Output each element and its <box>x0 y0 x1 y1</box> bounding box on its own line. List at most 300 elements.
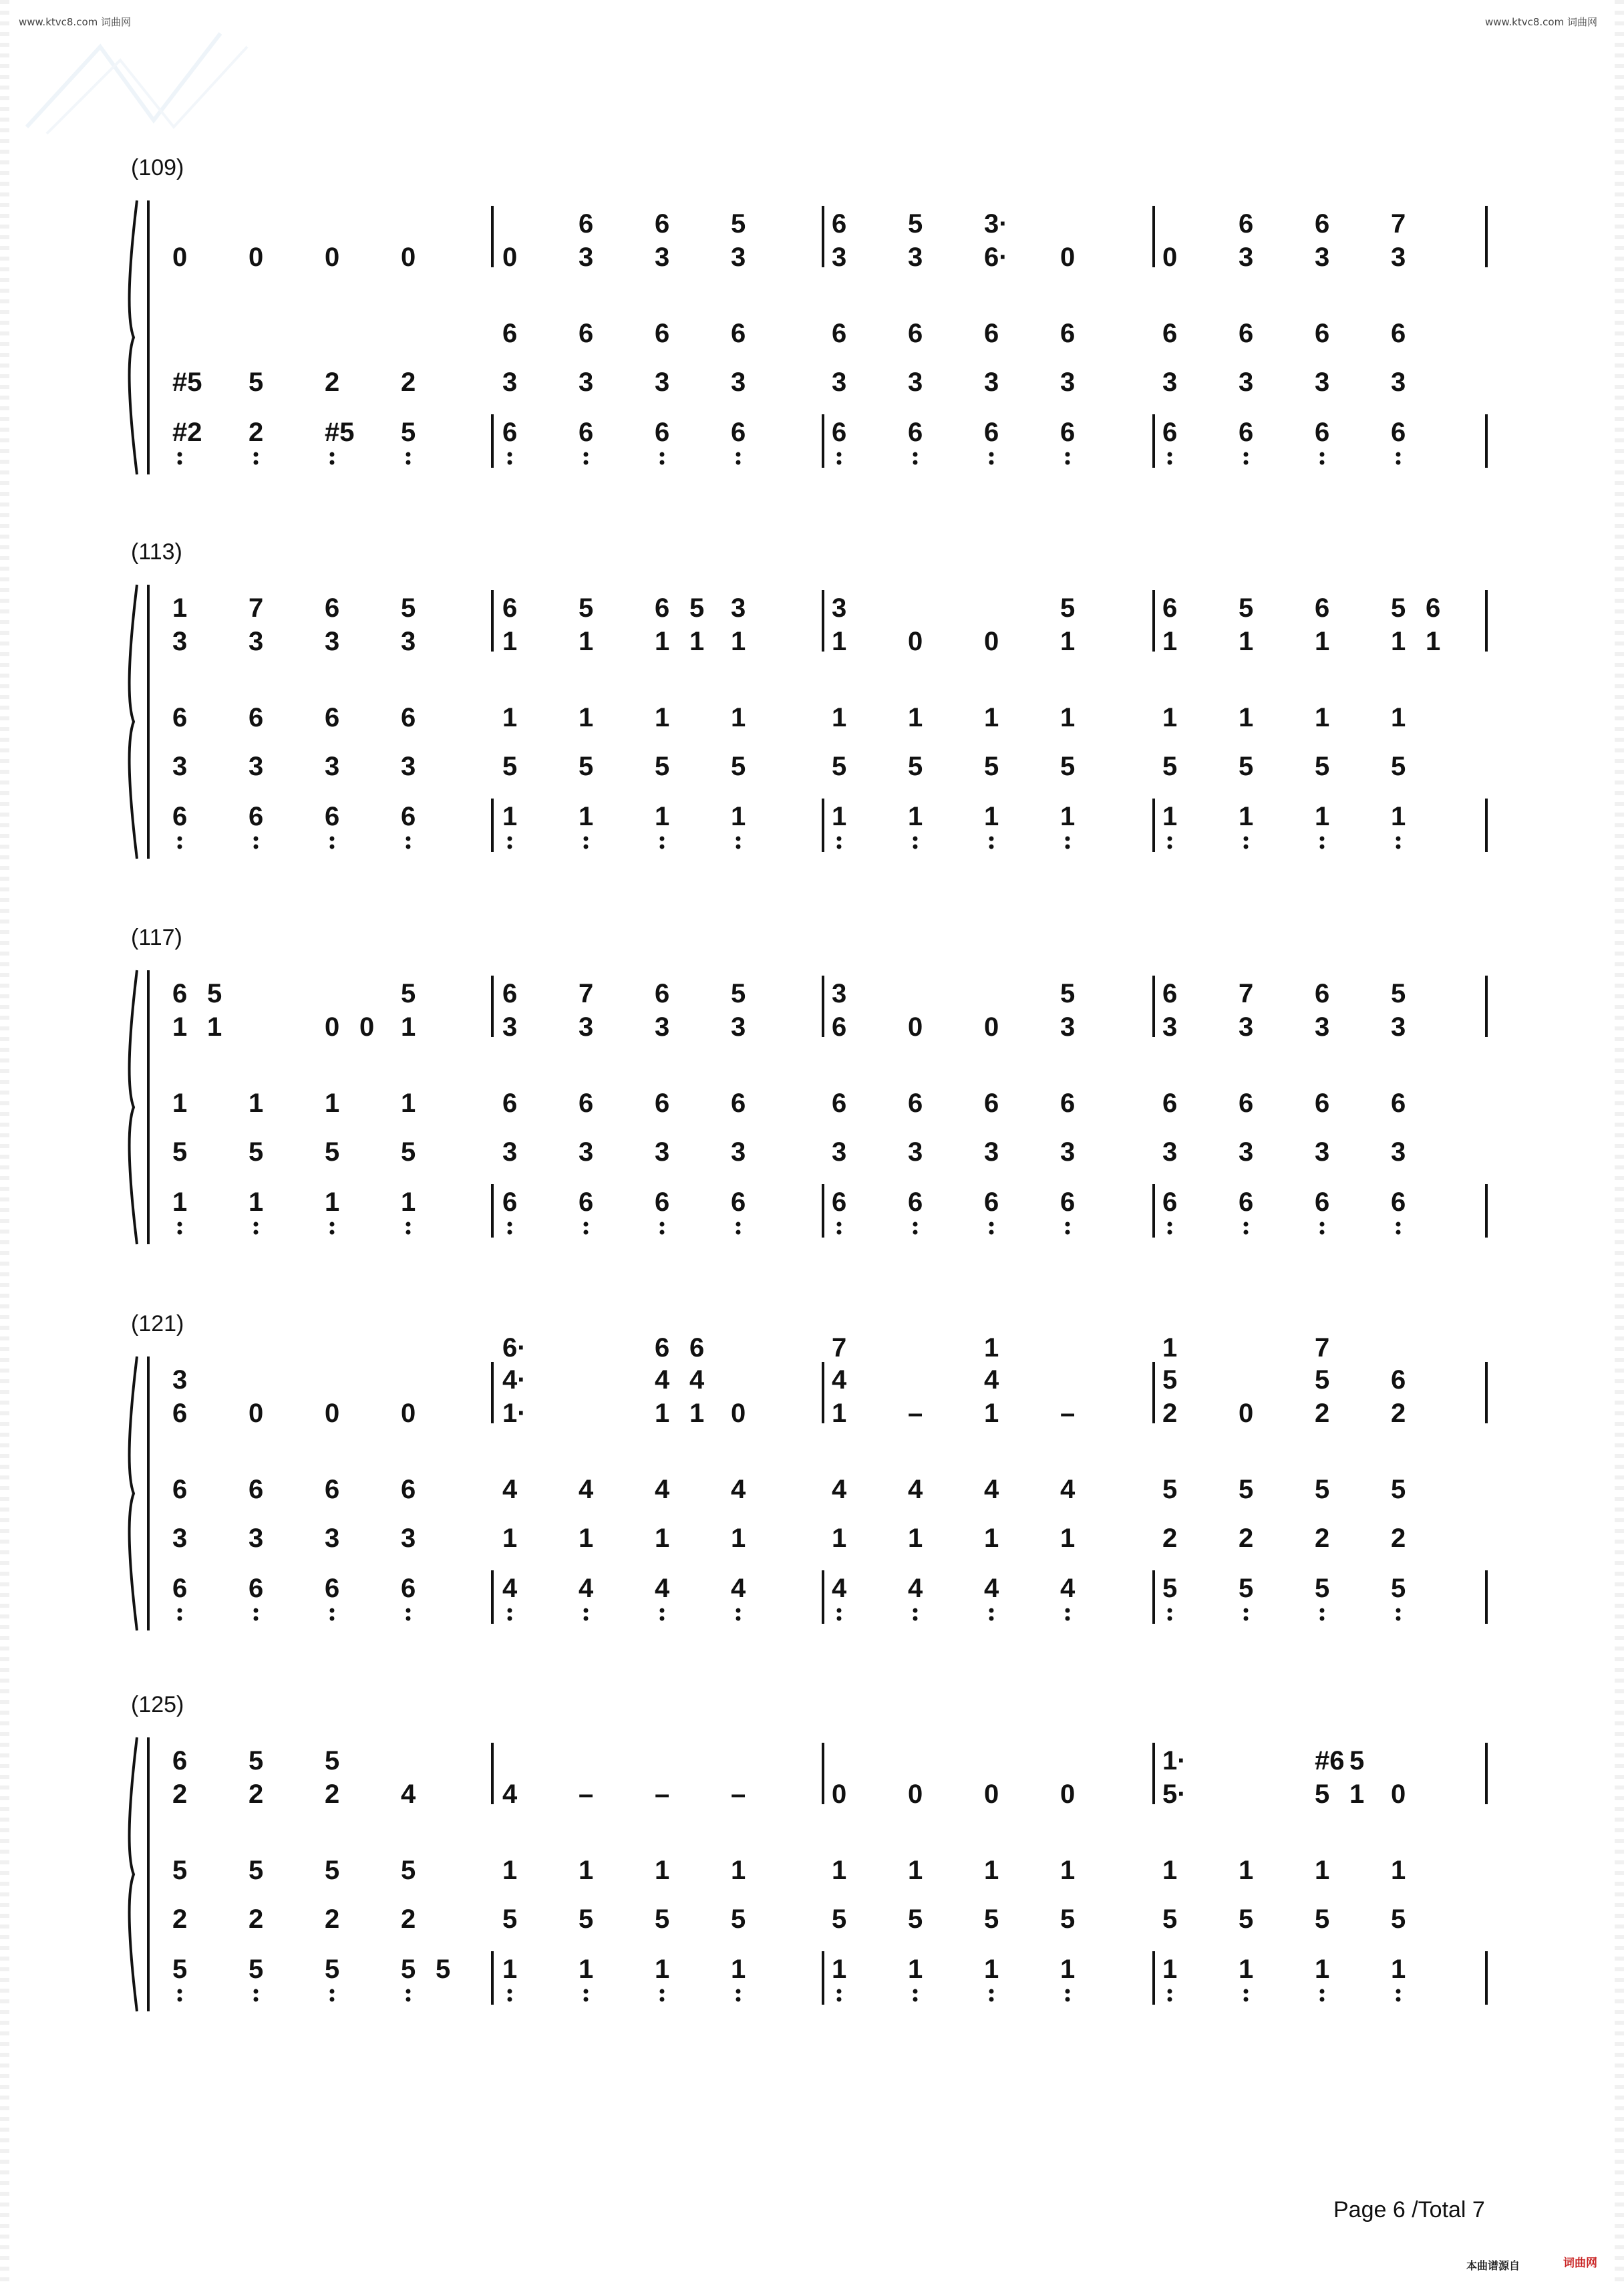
octave-dot <box>1244 452 1249 457</box>
bass-note-mid: 3 <box>731 1137 746 1167</box>
bass-note-mid: 5 <box>1239 752 1254 781</box>
bass-note-mid: 1 <box>832 1524 847 1553</box>
treble-note: 3 <box>1239 1012 1254 1042</box>
octave-dot <box>584 1230 589 1235</box>
treble-note: 3 <box>655 1012 670 1042</box>
bass-note-top: 1 <box>579 703 594 732</box>
bass-note: 1 <box>401 1187 416 1217</box>
bass-note-top: 1 <box>731 1856 746 1885</box>
bass-note-top: 5 <box>249 1856 264 1885</box>
octave-dot <box>1396 452 1401 457</box>
bass-note-mid: 1 <box>1060 1524 1076 1553</box>
treble-note: 2 <box>1315 1399 1330 1428</box>
octave-dot <box>178 460 182 465</box>
treble-note-top: 6· <box>502 1333 526 1363</box>
bass-note-top: 6 <box>1315 1089 1330 1118</box>
treble-note: 3 <box>1315 1012 1330 1042</box>
bass-note: 1 <box>731 802 746 831</box>
octave-dot <box>330 1997 335 2002</box>
treble-note: 0 <box>249 1399 264 1428</box>
bass-note-top: 6 <box>249 1475 264 1504</box>
bass-note: 6 <box>1315 1187 1330 1217</box>
bass-note: 1 <box>1060 802 1076 831</box>
bass-note-mid: 3 <box>1239 1137 1254 1167</box>
octave-dot <box>1320 452 1325 457</box>
treble-note: 1 <box>1349 1779 1365 1809</box>
treble-note: – <box>1060 1399 1076 1428</box>
octave-dot <box>736 1608 741 1613</box>
bass-note-top: 6 <box>1162 319 1178 348</box>
octave-dot <box>989 1616 994 1621</box>
bass-note-mid: 5 <box>1162 1904 1178 1934</box>
bass-note-mid: 5 <box>1315 752 1330 781</box>
bass-note-mid: 5 <box>908 1904 923 1934</box>
bass-note: 6 <box>172 802 188 831</box>
octave-dot <box>989 1222 994 1227</box>
octave-dot <box>837 452 842 457</box>
treble-note: 3 <box>655 243 670 272</box>
treble-note: 2 <box>325 1779 340 1809</box>
site-logo: 词曲网 <box>1563 2257 1597 2270</box>
octave-dot <box>406 1997 411 2002</box>
treble-note-mid: 6 <box>655 209 670 239</box>
bass-note: 5 <box>325 1955 340 1984</box>
bass-note-mid: 2 <box>1162 1524 1178 1553</box>
bass-note-mid: 3 <box>1315 1137 1330 1167</box>
bass-note-top: 6 <box>908 319 923 348</box>
octave-dot <box>1168 1608 1172 1613</box>
octave-dot <box>837 460 842 465</box>
octave-dot <box>1168 1997 1172 2002</box>
bass-note-top: 6 <box>908 1089 923 1118</box>
bass-note-mid: 5 <box>502 752 518 781</box>
measure-number: (117) <box>131 925 182 950</box>
octave-dot <box>584 1608 589 1613</box>
bass-note: 4 <box>579 1574 594 1603</box>
bass-note: 1 <box>1162 1955 1178 1984</box>
octave-dot <box>406 1230 411 1235</box>
bass-note: 1 <box>1391 802 1406 831</box>
treble-note-mid: 5 <box>731 979 746 1008</box>
bass-note: 5 <box>1239 1574 1254 1603</box>
bass-note-top: 6 <box>1239 319 1254 348</box>
octave-dot <box>736 1230 741 1235</box>
treble-note: 5· <box>1162 1779 1186 1809</box>
octave-dot <box>178 452 182 457</box>
bass-note: 6 <box>731 418 746 447</box>
bass-note: 1 <box>1239 1955 1254 1984</box>
treble-note-mid: 4 <box>984 1365 999 1395</box>
octave-dot <box>913 1989 918 1994</box>
bass-note-mid: 5 <box>1391 752 1406 781</box>
octave-dot <box>508 1222 512 1227</box>
treble-note: 4 <box>401 1779 416 1809</box>
octave-dot <box>989 1989 994 1994</box>
treble-note: 0 <box>908 627 923 656</box>
bass-note: 1 <box>908 802 923 831</box>
bass-note-top: 5 <box>1239 1475 1254 1504</box>
octave-dot <box>1244 845 1249 849</box>
treble-note-mid: 6 <box>1239 209 1254 239</box>
bass-note-top: 6 <box>401 703 416 732</box>
treble-note-mid: 6 <box>1315 593 1330 623</box>
bass-note: 4 <box>1060 1574 1076 1603</box>
bass-note-top: 4 <box>502 1475 518 1504</box>
treble-note: 1 <box>731 627 746 656</box>
bass-note-mid: 2 <box>325 368 340 397</box>
bass-note-mid: 5 <box>832 752 847 781</box>
treble-note: 2 <box>1391 1399 1406 1428</box>
bass-note-top: 6 <box>579 1089 594 1118</box>
bass-note: 6 <box>1315 418 1330 447</box>
bass-note-mid: 3 <box>1315 368 1330 397</box>
bass-note-top: 1 <box>832 1856 847 1885</box>
octave-dot <box>406 1989 411 1994</box>
bass-note-mid: 3 <box>172 1524 188 1553</box>
bass-note-mid: 3 <box>1391 1137 1406 1167</box>
bass-note-mid: 2 <box>401 1904 416 1934</box>
treble-note: 0 <box>325 243 340 272</box>
treble-note: 3 <box>172 627 188 656</box>
octave-dot <box>330 1616 335 1621</box>
treble-note-mid: 5 <box>908 209 923 239</box>
octave-dot <box>837 837 842 841</box>
bass-note: 5 <box>1391 1574 1406 1603</box>
octave-dot <box>1168 1230 1172 1235</box>
header-site-left: www.ktvc8.com 词曲网 <box>19 16 132 28</box>
octave-dot <box>406 1616 411 1621</box>
bass-note: #2 <box>172 418 202 447</box>
bass-note: 1 <box>579 802 594 831</box>
treble-note: 2 <box>1162 1399 1178 1428</box>
bass-note-mid: 5 <box>984 752 999 781</box>
bass-note-top: 6 <box>325 703 340 732</box>
treble-note-mid: 6 <box>1315 209 1330 239</box>
treble-note: 3 <box>579 1012 594 1042</box>
octave-dot <box>254 845 259 849</box>
bass-note: 1 <box>984 802 999 831</box>
bass-note-mid: 2 <box>1239 1524 1254 1553</box>
bass-note-top: 6 <box>401 1475 416 1504</box>
octave-dot <box>178 1608 182 1613</box>
octave-dot <box>406 837 411 841</box>
octave-dot <box>1066 1616 1070 1621</box>
bass-note-mid: 5 <box>832 1904 847 1934</box>
bass-note-mid: 2 <box>172 1904 188 1934</box>
octave-dot <box>330 845 335 849</box>
octave-dot <box>913 1616 918 1621</box>
bass-note: 1 <box>908 1955 923 1984</box>
octave-dot <box>1244 460 1249 465</box>
bass-note-top: 6 <box>984 1089 999 1118</box>
treble-note-mid: 5 <box>731 209 746 239</box>
bass-note-top: 1 <box>908 703 923 732</box>
treble-note: 5 <box>1315 1779 1330 1809</box>
octave-dot <box>178 1989 182 1994</box>
bass-note-mid: #5 <box>172 368 202 397</box>
octave-dot <box>254 837 259 841</box>
treble-note: 1 <box>1162 627 1178 656</box>
treble-note-mid: 6 <box>1426 593 1441 623</box>
octave-dot <box>913 1608 918 1613</box>
treble-note-mid: 5 <box>1060 979 1076 1008</box>
treble-note: 3 <box>1239 243 1254 272</box>
bass-note: 5 <box>401 1955 416 1984</box>
octave-dot <box>1168 837 1172 841</box>
bass-note-mid: 3 <box>172 752 188 781</box>
octave-dot <box>1244 1997 1249 2002</box>
bass-note-mid: 5 <box>401 1137 416 1167</box>
bass-note: 6 <box>579 418 594 447</box>
octave-dot <box>989 845 994 849</box>
bass-note-top: 1 <box>1162 1856 1178 1885</box>
octave-dot <box>584 1616 589 1621</box>
octave-dot <box>330 1608 335 1613</box>
treble-note-mid: 6 <box>1162 593 1178 623</box>
bass-note-top: 6 <box>172 703 188 732</box>
treble-note-mid: 6 <box>655 593 670 623</box>
bass-note-mid: 3 <box>325 752 340 781</box>
treble-note-mid: 5 <box>1162 1365 1178 1395</box>
treble-note-mid: 5 <box>249 1746 264 1775</box>
bass-note: 5 <box>1162 1574 1178 1603</box>
octave-dot <box>837 1989 842 1994</box>
octave-dot <box>913 837 918 841</box>
treble-note-mid: 3 <box>832 979 847 1008</box>
bass-note: 1 <box>1239 802 1254 831</box>
bass-note-top: 5 <box>172 1856 188 1885</box>
bass-note-top: 4 <box>731 1475 746 1504</box>
bass-note-mid: 5 <box>1391 1904 1406 1934</box>
treble-note-mid: 3 <box>832 593 847 623</box>
octave-dot <box>508 1989 512 1994</box>
octave-dot <box>1320 1608 1325 1613</box>
octave-dot <box>1320 845 1325 849</box>
treble-note: 3 <box>1391 1012 1406 1042</box>
treble-note-mid: 5 <box>401 593 416 623</box>
bass-note: 1 <box>731 1955 746 1984</box>
bass-note: 1 <box>1315 802 1330 831</box>
treble-note-top: 1 <box>984 1333 999 1363</box>
treble-note-mid: 6 <box>325 593 340 623</box>
octave-dot <box>1168 452 1172 457</box>
octave-dot <box>406 460 411 465</box>
bass-note-mid: 3 <box>1239 368 1254 397</box>
treble-note-mid: 4 <box>832 1365 847 1395</box>
treble-note-mid: 1 <box>172 593 188 623</box>
treble-note: 1 <box>502 627 518 656</box>
bass-note: 6 <box>984 1187 999 1217</box>
bass-note-mid: 3 <box>1162 368 1178 397</box>
bass-note-top: 4 <box>984 1475 999 1504</box>
bass-note: 4 <box>984 1574 999 1603</box>
system-brace <box>130 200 137 474</box>
bass-note-mid: 3 <box>832 1137 847 1167</box>
measure-number: (121) <box>131 1311 184 1336</box>
treble-note-mid: 4 <box>655 1365 670 1395</box>
bass-note: 5 <box>1315 1574 1330 1603</box>
system-brace <box>130 970 137 1244</box>
treble-note-top: 7 <box>1315 1333 1330 1363</box>
octave-dot <box>1244 1230 1249 1235</box>
octave-dot <box>736 1616 741 1621</box>
bass-note-mid: 5 <box>172 1137 188 1167</box>
bass-note-top: 4 <box>908 1475 923 1504</box>
bass-note: 5 <box>401 418 416 447</box>
bass-note-mid: 5 <box>731 752 746 781</box>
bass-note-mid: 3 <box>655 368 670 397</box>
octave-dot <box>913 460 918 465</box>
bass-note: 6 <box>1060 1187 1076 1217</box>
treble-note: 1 <box>1315 627 1330 656</box>
bass-note-top: 5 <box>1162 1475 1178 1504</box>
bass-note-top: 1 <box>1162 703 1178 732</box>
bass-note-top: 1 <box>1391 1856 1406 1885</box>
octave-dot <box>736 460 741 465</box>
bass-note-mid: 5 <box>908 752 923 781</box>
treble-note: 1 <box>401 1012 416 1042</box>
bass-note: 6 <box>249 802 264 831</box>
bass-note: 6 <box>401 802 416 831</box>
bass-note-mid: 2 <box>249 1904 264 1934</box>
treble-note: 0 <box>908 1779 923 1809</box>
bass-note-top: 1 <box>1315 703 1330 732</box>
octave-dot <box>989 1230 994 1235</box>
bass-note-top: 6 <box>325 1475 340 1504</box>
treble-note-mid: 7 <box>249 593 264 623</box>
octave-dot <box>837 1997 842 2002</box>
bass-note-mid: 3 <box>832 368 847 397</box>
octave-dot <box>1066 1222 1070 1227</box>
header-site-right: www.ktvc8.com 词曲网 <box>1484 16 1597 28</box>
treble-note: 0 <box>1060 1779 1076 1809</box>
octave-dot <box>178 1616 182 1621</box>
octave-dot <box>254 452 259 457</box>
octave-dot <box>1320 1230 1325 1235</box>
octave-dot <box>584 1222 589 1227</box>
bass-note-top: 6 <box>1315 319 1330 348</box>
treble-note-mid: 5 <box>1315 1365 1330 1395</box>
octave-dot <box>1396 1997 1401 2002</box>
treble-note-mid: 6 <box>502 593 518 623</box>
bass-note-top: 1 <box>655 703 670 732</box>
bass-note-top: 4 <box>832 1475 847 1504</box>
treble-note: 0 <box>908 1012 923 1042</box>
bass-note-top: 1 <box>172 1089 188 1118</box>
octave-dot <box>1396 1222 1401 1227</box>
bass-note-top: 1 <box>579 1856 594 1885</box>
bass-note-mid: 3 <box>1162 1137 1178 1167</box>
bass-note-top: 1 <box>1060 1856 1076 1885</box>
bass-note: 6 <box>1239 1187 1254 1217</box>
treble-note-mid: 6 <box>1315 979 1330 1008</box>
bass-note: 1 <box>655 802 670 831</box>
octave-dot <box>1244 1616 1249 1621</box>
bass-note-mid: 5 <box>655 1904 670 1934</box>
treble-note: 0 <box>832 1779 847 1809</box>
treble-note: – <box>908 1399 923 1428</box>
bass-note-top: 1 <box>1391 703 1406 732</box>
bass-note-mid: 3 <box>579 1137 594 1167</box>
octave-dot <box>254 1989 259 1994</box>
bass-note-mid: 3 <box>908 1137 923 1167</box>
octave-dot <box>913 452 918 457</box>
octave-dot <box>1066 1230 1070 1235</box>
octave-dot <box>254 460 259 465</box>
bass-note: 4 <box>832 1574 847 1603</box>
treble-note-mid: 6 <box>172 979 188 1008</box>
octave-dot <box>1320 1989 1325 1994</box>
bass-note: 6 <box>832 1187 847 1217</box>
octave-dot <box>508 452 512 457</box>
octave-dot <box>1168 1222 1172 1227</box>
octave-dot <box>330 1222 335 1227</box>
octave-dot <box>1396 1616 1401 1621</box>
bass-note-mid: 3 <box>1060 368 1076 397</box>
octave-dot <box>508 845 512 849</box>
treble-note: 0 <box>731 1399 746 1428</box>
bass-note-top: 1 <box>655 1856 670 1885</box>
octave-dot <box>254 1230 259 1235</box>
octave-dot <box>1396 1230 1401 1235</box>
bass-note-top: 6 <box>1391 1089 1406 1118</box>
treble-note-mid: 6 <box>655 979 670 1008</box>
treble-note-mid: 6 <box>579 209 594 239</box>
octave-dot <box>1066 452 1070 457</box>
bass-note-mid: 5 <box>1162 752 1178 781</box>
bass-note-mid: 2 <box>401 368 416 397</box>
bass-note-top: 6 <box>1239 1089 1254 1118</box>
treble-note: 3 <box>1391 243 1406 272</box>
octave-dot <box>584 845 589 849</box>
bass-note-mid: 2 <box>325 1904 340 1934</box>
treble-note: 0 <box>359 1012 375 1042</box>
treble-note: 2 <box>172 1779 188 1809</box>
treble-note-mid: 6 <box>832 209 847 239</box>
octave-dot <box>1320 1616 1325 1621</box>
bass-note: 5 <box>249 1955 264 1984</box>
bass-note-top: 6 <box>731 1089 746 1118</box>
bass-note-top: 6 <box>1060 319 1076 348</box>
bass-note-mid: 5 <box>325 1137 340 1167</box>
treble-note: 0 <box>325 1012 340 1042</box>
octave-dot <box>584 1989 589 1994</box>
bass-note-mid: 3 <box>401 752 416 781</box>
source-note: 本曲谱源自 <box>1466 2259 1520 2272</box>
octave-dot <box>584 1997 589 2002</box>
octave-dot <box>1244 1989 1249 1994</box>
octave-dot <box>989 1608 994 1613</box>
treble-note-mid: 3 <box>172 1365 188 1395</box>
octave-dot <box>508 1608 512 1613</box>
bass-note-top: 6 <box>1060 1089 1076 1118</box>
octave-dot <box>1244 1608 1249 1613</box>
bass-note-mid: 5 <box>249 1137 264 1167</box>
octave-dot <box>254 1222 259 1227</box>
bass-note-mid: 5 <box>1060 752 1076 781</box>
treble-note: 0 <box>401 243 416 272</box>
bass-note: 4 <box>655 1574 670 1603</box>
bass-note: 6 <box>908 418 923 447</box>
octave-dot <box>1320 1222 1325 1227</box>
bass-note-mid: 2 <box>1315 1524 1330 1553</box>
octave-dot <box>254 1997 259 2002</box>
bass-note-mid: 3 <box>502 368 518 397</box>
octave-dot <box>913 1997 918 2002</box>
treble-note: 1 <box>207 1012 222 1042</box>
bass-note: 4 <box>908 1574 923 1603</box>
treble-note: 3 <box>832 243 847 272</box>
